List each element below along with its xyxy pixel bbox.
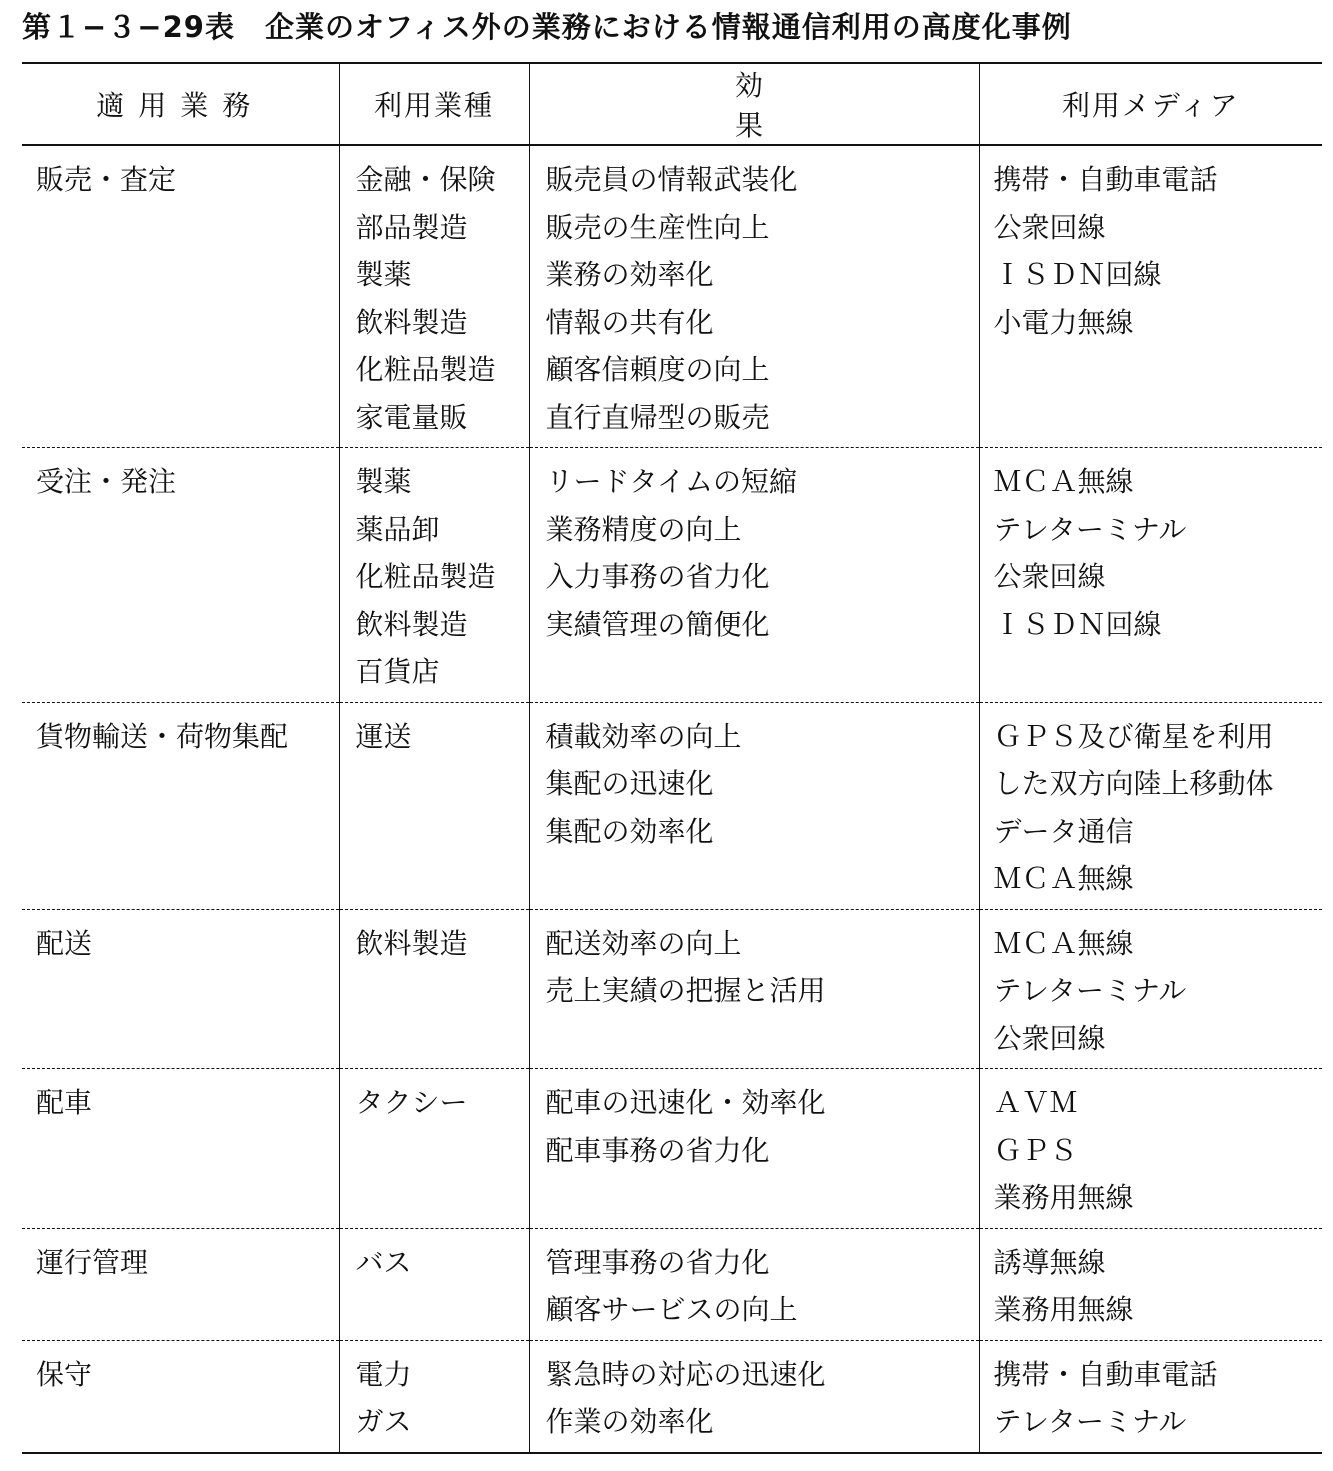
industry-cell-line: 薬品卸 xyxy=(355,512,440,546)
media-cell-line: ＧＰＳ xyxy=(993,1133,1078,1167)
table-row xyxy=(22,1340,1322,1453)
media-cell-line: テレターミナル xyxy=(993,974,1187,1007)
industry-cell xyxy=(339,702,529,909)
industry-cell-line: 金融・保険 xyxy=(355,163,496,196)
industry-cell xyxy=(339,909,529,1069)
effect-cell xyxy=(529,1069,979,1229)
effect-cell-line: 配車の迅速化・効率化 xyxy=(545,1086,826,1119)
media-cell xyxy=(979,909,1322,1069)
effect-cell-line: 積載効率の向上 xyxy=(545,719,742,753)
effect-cell-line: 実績管理の簡便化 xyxy=(545,607,770,641)
effect-cell-line: 配送効率の向上 xyxy=(545,926,742,960)
effect-cell xyxy=(529,909,979,1069)
industry-cell xyxy=(339,448,529,703)
industry-cell-line: 化粧品製造 xyxy=(355,353,496,386)
media-cell-line: テレターミナル xyxy=(993,1405,1187,1438)
task-cell xyxy=(22,448,339,703)
industry-cell-line: 部品製造 xyxy=(355,210,468,244)
industry-cell-line: 製薬 xyxy=(355,465,412,498)
industry-cell-line: 製薬 xyxy=(355,258,412,291)
industry-cell-line: 運送 xyxy=(355,719,412,753)
effect-cell-line: 顧客サービスの向上 xyxy=(545,1293,798,1326)
industry-cell-line: 飲料製造 xyxy=(355,607,468,641)
task-cell-text: 受注・発注 xyxy=(36,465,177,498)
header-industry: 利用業種 xyxy=(339,63,529,145)
effect-cell xyxy=(529,1340,979,1453)
industry-cell-line: 電力 xyxy=(355,1357,412,1391)
media-cell-line: 携帯・自動車電話 xyxy=(993,1357,1218,1391)
industry-cell-line: タクシー xyxy=(355,1086,468,1119)
effect-cell-line: 情報の共有化 xyxy=(545,305,714,339)
task-cell-text: 貨物輸送・荷物集配 xyxy=(36,719,289,753)
effect-cell-line: リードタイムの短縮 xyxy=(545,465,797,498)
table-row xyxy=(22,909,1322,1069)
effect-cell-line: 緊急時の対応の迅速化 xyxy=(545,1357,826,1391)
effect-cell xyxy=(529,1228,979,1340)
task-cell-text: 配送 xyxy=(36,926,93,960)
table-row xyxy=(22,1069,1322,1229)
table-body xyxy=(22,145,1322,1453)
media-cell-line: ＩＳＤＮ回線 xyxy=(993,607,1162,641)
media-cell-line: ＭＣＡ無線 xyxy=(993,862,1134,895)
header-row xyxy=(22,63,1322,145)
task-cell-text: 保守 xyxy=(36,1357,93,1391)
media-cell-line: 小電力無線 xyxy=(993,305,1134,339)
industry-cell xyxy=(339,1228,529,1340)
task-cell-text: 運行管理 xyxy=(36,1245,149,1279)
effect-cell xyxy=(529,145,979,448)
table-title: 第１−３−29表 企業のオフィス外の業務における情報通信利用の高度化事例 xyxy=(22,10,1072,44)
media-cell-line: 公衆回線 xyxy=(993,1021,1106,1055)
media-cell xyxy=(979,1228,1322,1340)
media-cell-line: テレターミナル xyxy=(993,512,1187,546)
effect-cell-line: 入力事務の省力化 xyxy=(545,560,770,593)
industry-cell-line: 飲料製造 xyxy=(355,305,468,339)
media-cell-line: ＩＳＤＮ回線 xyxy=(993,258,1162,291)
effect-cell-line: 販売員の情報武装化 xyxy=(545,163,798,196)
media-cell-line: ＭＣＡ無線 xyxy=(993,926,1134,960)
media-cell-line: 公衆回線 xyxy=(993,210,1106,244)
table-row xyxy=(22,145,1322,448)
effect-cell-line: 業務の効率化 xyxy=(545,258,714,291)
header-effect: 効果 xyxy=(529,63,979,145)
task-cell xyxy=(22,702,339,909)
industry-cell xyxy=(339,1340,529,1453)
effect-cell-line: 管理事務の省力化 xyxy=(545,1245,770,1279)
task-cell xyxy=(22,909,339,1069)
effect-cell-line: 直行直帰型の販売 xyxy=(545,400,770,434)
effect-cell-line: 販売の生産性向上 xyxy=(545,210,770,244)
table-row xyxy=(22,702,1322,909)
industry-cell xyxy=(339,145,529,448)
media-cell-line: した双方向陸上移動体 xyxy=(993,767,1274,800)
task-cell xyxy=(22,145,339,448)
industry-cell-line: 家電量販 xyxy=(355,400,468,434)
media-cell-line: ＡＶＭ xyxy=(993,1086,1078,1119)
task-cell-text: 販売・査定 xyxy=(36,163,177,196)
media-cell-line: 業務用無線 xyxy=(993,1293,1134,1326)
media-cell-line: ＧＰＳ及び衛星を利用 xyxy=(993,719,1274,753)
industry-cell-line: 百貨店 xyxy=(355,655,440,688)
media-cell-line: 公衆回線 xyxy=(993,560,1106,593)
industry-cell xyxy=(339,1069,529,1229)
table-row xyxy=(22,1228,1322,1340)
effect-cell-line: 配車事務の省力化 xyxy=(545,1133,770,1167)
task-cell xyxy=(22,1228,339,1340)
effect-cell-line: 作業の効率化 xyxy=(545,1405,714,1438)
task-cell xyxy=(22,1340,339,1453)
industry-cell-line: 化粧品製造 xyxy=(355,560,496,593)
media-cell-line: データ通信 xyxy=(993,814,1134,848)
effect-cell-line: 集配の迅速化 xyxy=(545,767,714,800)
header-media: 利用メディア xyxy=(979,63,1322,145)
table-row xyxy=(22,448,1322,703)
effect-cell-line: 業務精度の向上 xyxy=(545,512,742,546)
task-cell-text: 配車 xyxy=(36,1086,93,1119)
media-cell xyxy=(979,1340,1322,1453)
media-cell-line: 携帯・自動車電話 xyxy=(993,163,1218,196)
media-cell xyxy=(979,702,1322,909)
industry-cell-line: 飲料製造 xyxy=(355,926,468,960)
effect-cell-line: 集配の効率化 xyxy=(545,814,714,848)
case-table xyxy=(22,62,1322,1454)
industry-cell-line: ガス xyxy=(355,1405,412,1438)
effect-cell-line: 売上実績の把握と活用 xyxy=(545,974,826,1007)
header-task: 適用業務 xyxy=(22,63,339,145)
effect-cell xyxy=(529,448,979,703)
media-cell-line: ＭＣＡ無線 xyxy=(993,465,1134,498)
task-cell xyxy=(22,1069,339,1229)
media-cell-line: 業務用無線 xyxy=(993,1181,1134,1214)
media-cell-line: 誘導無線 xyxy=(993,1245,1106,1279)
media-cell xyxy=(979,1069,1322,1229)
effect-cell-line: 顧客信頼度の向上 xyxy=(545,353,770,386)
industry-cell-line: バス xyxy=(355,1245,412,1279)
media-cell xyxy=(979,448,1322,703)
effect-cell xyxy=(529,702,979,909)
media-cell xyxy=(979,145,1322,448)
